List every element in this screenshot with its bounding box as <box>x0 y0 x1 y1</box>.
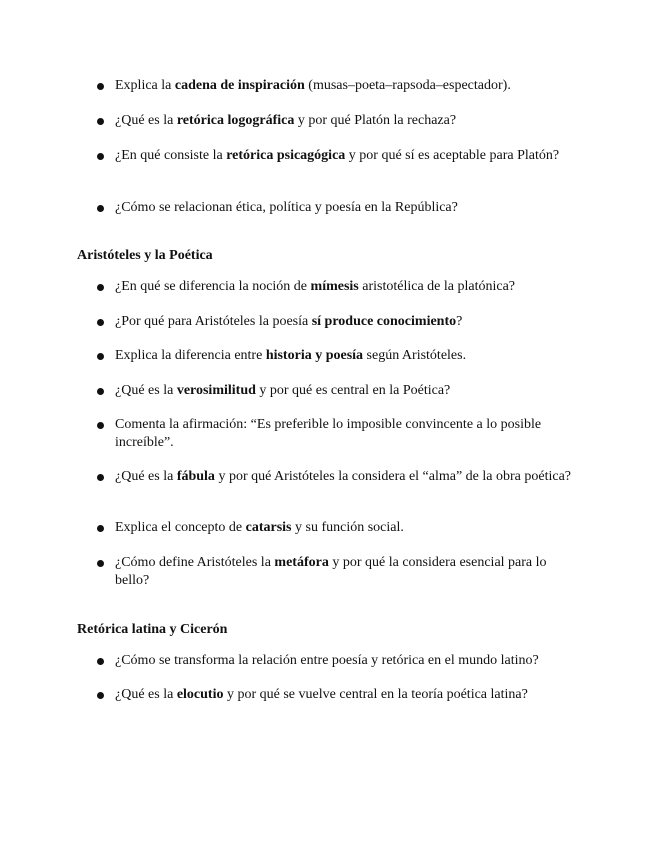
bullet-icon <box>97 118 104 125</box>
bullet-icon <box>97 205 104 212</box>
list-item: Explica el concepto de catarsis y su función social. <box>0 519 655 537</box>
bullet-icon <box>97 658 104 665</box>
list-item: ¿Cómo se relacionan ética, política y poesía en la República? <box>0 199 655 217</box>
bullet-icon <box>97 692 104 699</box>
list-item: Comenta la afirmación: “Es preferible lo imposible convincente a lo posible increíble”. <box>0 416 655 452</box>
list-item: ¿Qué es la fábula y por qué Aristóteles la considera el “alma” de la obra poética? <box>0 468 655 486</box>
list-item: Explica la cadena de inspiración (musas–poeta–rapsoda–espectador). <box>0 77 655 95</box>
list-item: ¿Qué es la verosimilitud y por qué es central en la Poética? <box>0 382 655 400</box>
bullet-icon <box>97 153 104 160</box>
list-item: Explica la diferencia entre historia y poesía según Aristóteles. <box>0 347 655 365</box>
bullet-icon <box>97 474 104 481</box>
section-heading: Aristóteles y la Poética <box>77 248 213 263</box>
bullet-icon <box>97 560 104 567</box>
list-item: ¿En qué consiste la retórica psicagógica y por qué sí es aceptable para Platón? <box>0 147 655 165</box>
list-item: ¿Qué es la retórica logográfica y por qué Platón la rechaza? <box>0 112 655 130</box>
list-item: ¿Cómo se transforma la relación entre poesía y retórica en el mundo latino? <box>0 652 655 670</box>
bullet-icon <box>97 388 104 395</box>
bullet-icon <box>97 422 104 429</box>
list-item: ¿Cómo define Aristóteles la metáfora y por qué la considera esencial para lo bello? <box>0 554 655 590</box>
section-heading: Retórica latina y Cicerón <box>77 622 228 637</box>
list-item: ¿En qué se diferencia la noción de mímesis aristotélica de la platónica? <box>0 278 655 296</box>
list-item: ¿Qué es la elocutio y por qué se vuelve central en la teoría poética latina? <box>0 686 655 704</box>
bullet-icon <box>97 353 104 360</box>
bullet-icon <box>97 83 104 90</box>
bullet-icon <box>97 525 104 532</box>
list-item: ¿Por qué para Aristóteles la poesía sí produce conocimiento? <box>0 313 655 331</box>
bullet-icon <box>97 319 104 326</box>
bullet-icon <box>97 284 104 291</box>
